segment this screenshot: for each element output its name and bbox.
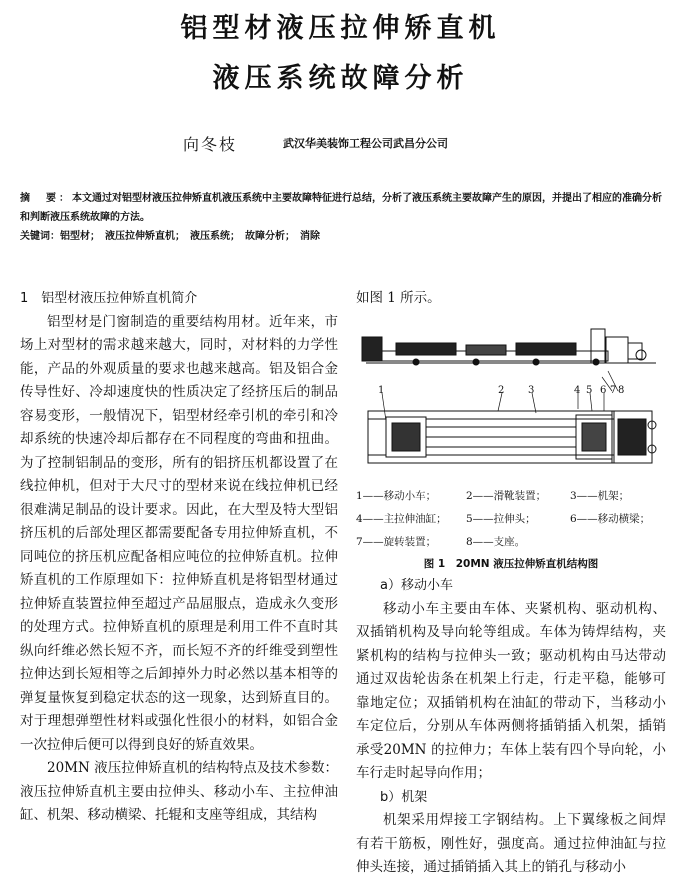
part-number: 2 bbox=[498, 384, 505, 396]
abstract-text: 本文通过对铝型材液压拉伸矫直机液压系统中主要故障特征进行总结，分析了液压系统主要故障产生的原因，并提出了相应的准确分析和判断液压系统故障的方法。 bbox=[20, 193, 662, 223]
legend-entry: 2——滑靴装置； bbox=[466, 490, 547, 502]
legend-entry: 4——主拉伸油缸； bbox=[356, 513, 447, 525]
body-paragraph-continued: 如图 1 所示。 bbox=[356, 290, 441, 306]
part-number: 4 bbox=[574, 384, 581, 396]
part-number: 6 bbox=[600, 384, 607, 396]
legend-entry: 5——拉伸头； bbox=[466, 513, 536, 525]
part-number: 7 bbox=[610, 384, 617, 396]
legend-entry: 3——机架； bbox=[570, 490, 630, 502]
legend-entry: 7——旋转装置； bbox=[356, 536, 437, 548]
figure-legend bbox=[356, 485, 666, 554]
legend-row bbox=[356, 508, 666, 531]
author-affiliation: 武汉华美装饰工程公司武昌分公司 bbox=[283, 137, 448, 150]
section-heading: 1 铝型材液压拉伸矫直机简介 bbox=[20, 291, 198, 306]
subsection-heading: b）机架 bbox=[380, 789, 428, 805]
side-view bbox=[362, 329, 656, 365]
abstract-label: 摘 要： bbox=[20, 193, 72, 204]
part-number: 3 bbox=[528, 384, 535, 396]
part-numbers bbox=[378, 385, 624, 396]
legend-entry: 1——移动小车； bbox=[356, 490, 437, 502]
plan-view bbox=[368, 411, 656, 463]
paper-title-line2: 液压系统故障分析 bbox=[212, 63, 469, 94]
body-paragraph: 20MN 液压拉伸矫直机的结构特点及技术参数：液压拉伸矫直机主要由拉伸头、移动小车、主拉伸油缸、机架、移动横梁、托辊和支座等组成，其结构 bbox=[20, 760, 338, 823]
keywords bbox=[20, 227, 670, 242]
paper-title-line1: 铝型材液压拉伸矫直机 bbox=[180, 13, 501, 44]
body-paragraph: 机架采用焊接工字钢结构。上下翼缘板之间焊有若干筋板，刚性好，强度高。通过拉伸油缸与拉伸头连接，通过插销插入其上的销孔与移动小 bbox=[356, 812, 666, 875]
figure-caption: 图 1 20MN 液压拉伸矫直机结构图 bbox=[423, 558, 599, 570]
part-number: 8 bbox=[618, 384, 625, 396]
body-paragraph: 移动小车主要由车体、夹紧机构、驱动机构、双插销机构及导向轮等组成。车体为铸焊结构，夹紧机构的结构与拉伸头一致；驱动机构由马达带动通过双齿轮齿条在机架上行走，行走平稳，能够可靠地定位；双插销机构在油缸的带动下，当移动小车定位后，分别从车体两侧将插销插入机架，插销承受20MN 的拉伸力；车体上装有四个导向轮，小车行走时起导向作用； bbox=[356, 600, 666, 781]
keywords-text: 铝型材； 液压拉伸矫直机； 液压系统； 故障分析； 消除 bbox=[60, 231, 320, 242]
left-column bbox=[20, 287, 338, 828]
author-name: 向冬枝 bbox=[183, 135, 238, 154]
part-number: 1 bbox=[378, 384, 385, 396]
legend-entry: 6——移动横梁； bbox=[570, 513, 651, 525]
abstract bbox=[20, 189, 670, 227]
keywords-label: 关键词： bbox=[20, 231, 60, 242]
part-number: 5 bbox=[586, 384, 593, 396]
right-column bbox=[356, 287, 666, 880]
legend-row bbox=[356, 485, 666, 508]
subsection-heading: a）移动小车 bbox=[380, 578, 453, 593]
legend-row bbox=[356, 531, 666, 554]
legend-entry: 8——支座。 bbox=[466, 536, 526, 548]
callout-lines bbox=[382, 371, 618, 421]
figure-drawing bbox=[356, 315, 666, 473]
body-paragraph: 铝型材是门窗制造的重要结构用材。近年来，市场上对型材的需求越来越大，同时，对材料的力学性能，产品的外观质量的要求也越来越高。铝及铝合金传导性好、冷却速度快的性质决定了经挤压后的制品容易变形，一般情况下，铝型材经牵引机的牵引和冷却系统的快速冷却后都存在不同程度的弯曲和扭曲。为了控制铝制品的变形，所有的铝挤压机都设置了在线拉伸机，但对于大尺寸的型材来说在线拉伸机已经很难满足制品的设计要求。因此，在大型及特大型铝挤压机的后部处理区都需要配备专用拉伸矫直机，不同吨位的挤压机应配备相应吨位的拉伸矫直机。拉伸矫直机的工作原理如下：拉伸矫直机是将铝型材通过拉伸矫直装置拉伸至超过产品屈服点，造成永久变形的处理方式。拉伸矫直机的原理是利用工件不直时其纵向纤维必然长短不齐，而长短不齐的纤维受到塑性拉伸达到长短相等之后卸掉外力时必然以基本相等的弹复量恢复到稳定状态的这一现象，达到矫直目的。对于理想弹塑性材料或强化性很小的材料，如铝合金一次拉伸后便可以得到良好的矫直效果。 bbox=[20, 313, 338, 753]
